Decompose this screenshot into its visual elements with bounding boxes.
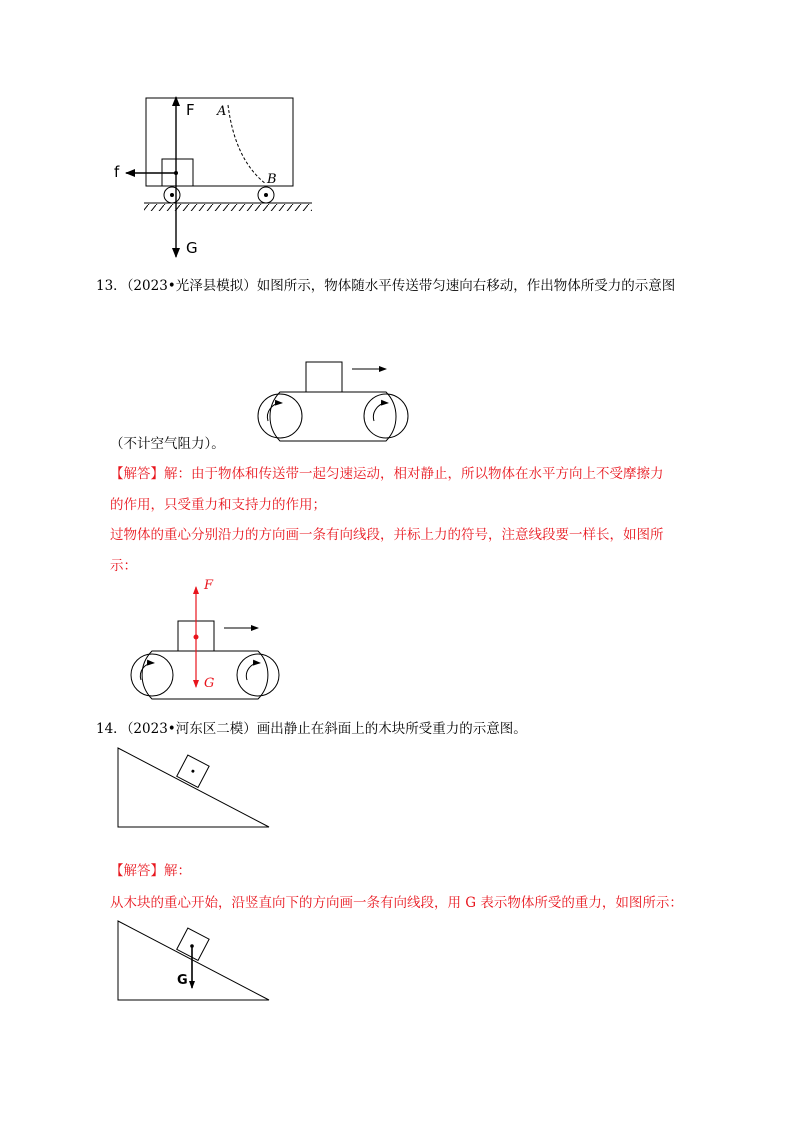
- q13-answer-text1: 由于物体和传送带一起匀速运动，相对静止，所以物体在水平方向上不受摩擦力: [191, 466, 664, 482]
- answer-label-G: G: [177, 973, 188, 988]
- dashed-curve: [228, 105, 266, 184]
- label-F: F: [186, 101, 195, 119]
- q14-text: （2023•河东区二模）画出静止在斜面上的木块所受重力的示意图。: [126, 721, 527, 737]
- roller-right: [364, 394, 408, 438]
- figure-cart-forces: [100, 85, 330, 265]
- q13-answer-line2: 的作用，只受重力和支持力的作用；: [110, 497, 326, 513]
- q14-question: [96, 717, 527, 737]
- q13-answer-line3: 过物体的重心分别沿力的方向画一条有向线段，并标上力的符号，注意线段要一样长，如图所: [110, 527, 664, 543]
- figure-q14-answer: [115, 918, 275, 1008]
- label-f: f: [114, 163, 120, 181]
- label-G: G: [186, 239, 198, 257]
- answer-label-G: G: [204, 676, 215, 691]
- q13-answer-label: 【解答】解：: [110, 466, 191, 482]
- q13-question: [96, 274, 675, 294]
- belt: [270, 392, 396, 441]
- label-A: A: [217, 104, 227, 119]
- q14-answer-label: 【解答】解：: [110, 863, 191, 879]
- q13-number: 13．: [96, 278, 127, 294]
- figure-q14-incline: [115, 745, 275, 835]
- q14-answer-line1: 从木块的重心开始，沿竖直向下的方向画一条有向线段，用 G 表示物体所受的重力，如图所示：: [110, 895, 683, 911]
- answer-label-F: F: [204, 578, 214, 593]
- q13-answer-line4: 示：: [110, 558, 137, 574]
- q14-number: 14．: [96, 721, 127, 737]
- belt-block: [306, 362, 342, 392]
- figure-q13-answer: [112, 575, 302, 705]
- answer-wood-block: [177, 928, 209, 960]
- q13-tail: （不计空气阻力）。: [110, 436, 225, 452]
- answer-belt: [142, 651, 268, 699]
- q13-answer-line1: [110, 462, 664, 482]
- ground-hatch: [144, 204, 312, 211]
- q13-text: （2023•光泽县模拟）如图所示，物体随水平传送带匀速向右移动，作出物体所受力的示意图: [126, 278, 676, 294]
- figure-q13-belt: [236, 355, 436, 450]
- roller-left: [258, 394, 302, 438]
- label-B: B: [267, 172, 277, 187]
